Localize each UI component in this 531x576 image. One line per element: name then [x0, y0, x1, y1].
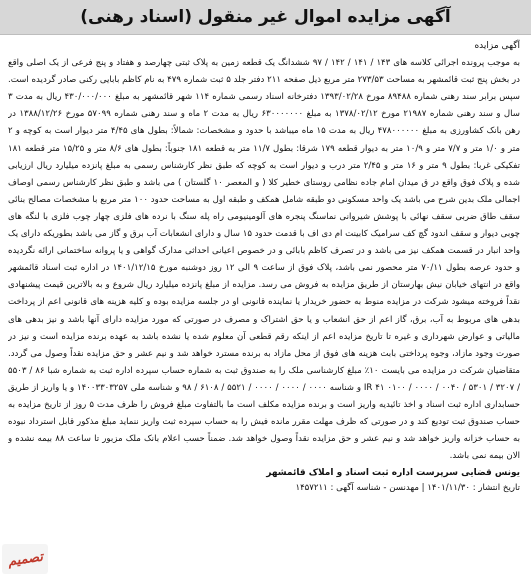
notice-title-bar [0, 0, 531, 35]
notice-salutation: آگهی مزایده [474, 41, 520, 51]
notice-body: به موجب پرونده اجرائی کلاسه های ۱۴۳ / ۱۴۱ / ۱۴۲ / ۹۷ ششدانگ یک قطعه زمین به پلاک ثبتی چهارصد و هفتاد و پنج فرعی از یک اصلی واقع در بخش پنج ثبت قائمشهر به مساحت ۲۷۳/۵۳ متر مربع ذیل صفحه ۲۱۱ دفتر جلد ۵ ثبت شماره ۴۷۹ به نام کاظم بابایی رکنی صادر گردیده است. سپس برابر سند رهنی شماره ۸۹۴۸۸ مورخ ۱۳۹۳/۰۲/۲۸ دفترخانه اسناد رسمی شماره ۱۱۴ شهر قائمشهر به مبلغ ۴۳۰/۰۰۰/۰۰۰ ریال به مدت ۳ سال و سند رهنی شماره ۲۱۹۸۷ مورخ ۱۳۷۸/۰۲/۱۲ به مبلغ ۶۳۰۰۰۰۰۰۰ ریال به مدت ۲ ماه و سند رهنی شماره ۵۷۰۹۹ مورخ ۱۳۸۸/۱۲/۲۶ در رهن بانک کشاورزی به مبلغ ۴۷۸۰۰۰۰۰۰ ریال به مدت ۱۵ ماه میباشد با حدود و مشخصات: شمالاً: بطول های ۴/۴۵ متر دیوار است به کوچه و ۲ متر و ۱/۰ متر و ۷/۷ متر و ۱۰/۹ متر به دیوار قطعه ۱۷۹ شرقا: بطول ۱۱/۷ متر به قطعه ۱۸۱ جنوباً: بطول های ۸/۶ متر و ۱۵/۲۵ متر قطعه ۱۸۱ تفکیکی غربا: بطول ۹ متر و ۱۶ متر و ۲/۴۵ متر درب و دیوار است به کوچه که طبق نظر کارشناس رسمی به مبلغ پانزده میلیارد ریال ارزیابی شده و پلاک فوق واقع در ق میدان امام جاده نظامی روستای خطیر کلا ( و المعصر ۱۰ گلستان ) می باشد و طبق نظر کارشناس رسمی اوصاف اجمالی ملک بدین شرح می باشد یک واحد مسکونی دو طبقه شامل همکف و طبقه اول به مساحت حدود ۱۰۰ متر مربع با مشخصات مصالح بنائی سقف طاق ضربی سقف نهائی با پوشش شیروانی نماسنگ پنجره های آلومینیومی راه پله سنگ با نرده های فلزی چهار چوب فلزی با لنگه های چوبی دیوار و سقف اندود گچ کف سرامیک کابینت ام دی اف با قدمت حدود ۱۵ سال و دارای انشعابات آب برق و گاز می باشد بطوریکه دارای یک واحد انبار در قسمت همکف نیز می باشد و در تصرف کاظم بابائی و در خصوص اعیانی احداثی مدارک گواهی و یا پروانه ساختمانی ارائه نگردیده و حدود عرصه بطول ۷۰/۱۱ متر محصور نمی باشد، پلاک فوق از ساعت ۹ الی ۱۲ روز دوشنبه مورخ ۱۴۰۱/۱۲/۱۵ در اداره ثبت اسناد قائمشهر واقع در انتهای خیابان نیش بهارستان از طریق مزایده به فروش می رسد. مزایده از مبلغ پانزده میلیارد ریال شروع و به بالاترین قیمت پیشنهادی نقداً فروخته میشود شرکت در مزایده منوط به حضور خریدار یا نماینده قانونی او در جلسه مزایده بوده و کلیه هزینه های قانونی اعم از پرداخت بدهی های مربوط به آب، برق، گاز اعم از حق انشعاب و یا حق اشتراک و مصرف در صورتی که مورد مزایده دارای آنها باشد و نیز بدهی های مالیاتی و عوارض شهرداری و غیره تا تاریخ مزایده اعم از اینکه رقم قطعی آن معلوم شده یا نشده باشد به عهده برنده مزایده است و نیز در صورت وجود مازاد، وجوه پرداختی بابت هزینه های فوق از محل مازاد به برنده مسترد خواهد شد و نیم عشر و حق مزایده نقداً وصول می گردد. متقاضیان شرکت در مزایده می بایست ۱۰٪ مبلغ کارشناسی ملک را به صندوق ثبت به شماره حساب سپرده اداره ثبت به شماره شبا ۸۶ / ۵۵۰۳ / ۳۲۰۷ / ۵۳۰۱ / ۰۰۴۰ / ۰۰۰۰ / ۰۱۰۰ IR ۴۱ و شناسه ۰۰۰۰ / ۰۰۰۰ / ۰۰۰۰ / ۵۵۲۱ / ۶۱۰۸ / ۹۸ و شناسه ملی ۱۴۰۰۳۳۰۳۲۵۷ و یا واریز از طریق حسابداری اداره ثبت اسناد و اخذ تائیدیه واریز است و برنده مزایده مکلف است ما بالتفاوت مبلغ فروش را ظرف مدت ۵ روز از تاریخ مزایده به حساب صندوق ثبت تودیع کند و در صورتی که ظرف مهلت مقرر مانده فیش را به حساب سپرده ثبت واریز ننماید مبلغ مذکور قابل استرداد نبوده به حساب خزانه واریز خواهد شد و نیم عشر و حق مزایده نقداً وصول خواهد شد. ضمناً حسب اعلام بانک ملک مزبور تا ساعت ۸۸ بیمه نشده و الان بیمه نمی باشد. [8, 58, 520, 462]
notice-issuer: یونس قضایی سرپرست اداره ثبت اسناد و املاک قائمشهر [266, 468, 520, 479]
notice-content [8, 38, 520, 572]
notice-ad-code: تاریخ انتشار : ۱۴۰۱/۱۱/۳۰ | مهدنسن - شناسه آگهی : ۱۴۵۷۲۱۱ [295, 483, 520, 494]
notice-title: آگهی مزایده اموال غیر منقول (اسناد رهنی) [80, 7, 451, 27]
publisher-logo [2, 544, 48, 574]
publisher-logo-text: تصمیم [6, 549, 44, 569]
